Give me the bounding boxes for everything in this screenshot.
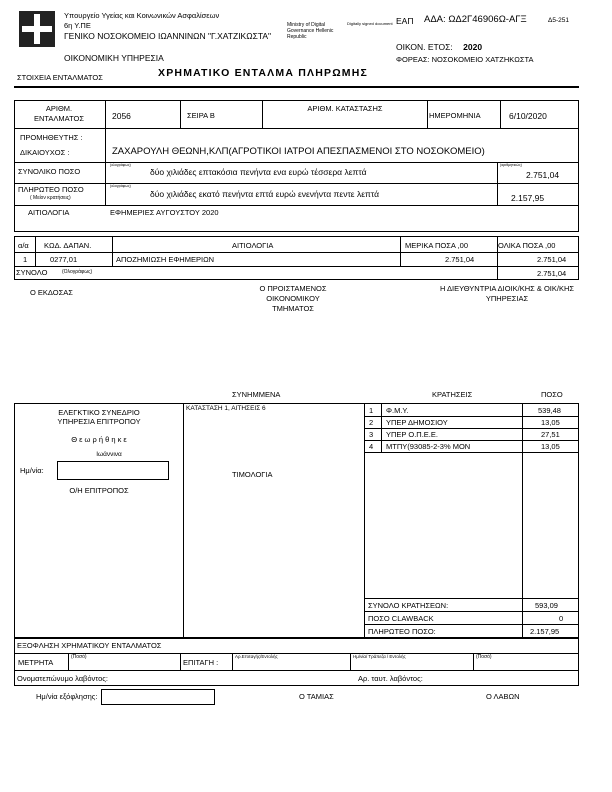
sum-in-words-hint: (Ολογράφως) bbox=[62, 269, 93, 275]
receiver-id-label: Αρ. ταυτ. λαβόντος: bbox=[358, 674, 423, 683]
deduction-name: ΜΤΠΥ(93085-2-3% ΜΟΝ bbox=[386, 442, 471, 451]
service-name: ΟΙΚΟΝΟΜΙΚΗ ΥΠΗΡΕΣΙΑ bbox=[64, 53, 164, 63]
cashier-signature-label: Ο ΤΑΜΙΑΣ bbox=[299, 692, 334, 701]
form-code: Δ5-251 bbox=[548, 17, 569, 24]
invoices-label: ΤΙΜΟΛΟΓΙΑ bbox=[232, 470, 273, 479]
sum-label: ΣΥΝΟΛΟ bbox=[16, 268, 48, 277]
reason-label: ΑΙΤΙΟΛΟΓΙΑ bbox=[28, 208, 70, 217]
deduction-no: 3 bbox=[369, 430, 374, 439]
ada-value: ΩΔ2Γ46906Ω-ΑΓΞ bbox=[448, 14, 527, 25]
deduction-name: ΥΠΕΡ Ο.Π.Ε.Ε. bbox=[386, 430, 438, 439]
commissioner-service-label: ΥΠΗΡΕΣΙΑ ΕΠΙΤΡΟΠΟΥ bbox=[57, 417, 141, 426]
final-payable-label: ΠΛΗΡΩΤΕΟ ΠΟΣΟ: bbox=[368, 627, 436, 636]
document-title: ΧΡΗΜΑΤΙΚΟ ΕΝΤΑΛΜΑ ΠΛΗΡΩΜΗΣ bbox=[158, 67, 369, 79]
attached-label: ΣΥΝΗΜΜΕΝΑ bbox=[232, 390, 281, 399]
reason-value: ΕΦΗΜΕΡΙΕΣ ΑΥΓΟΥΣΤΟΥ 2020 bbox=[110, 208, 219, 217]
cheque-amount-field[interactable]: (Ποσό) bbox=[476, 654, 492, 660]
deduction-amount: 13,05 bbox=[541, 442, 560, 451]
row-code: 0277,01 bbox=[50, 255, 78, 264]
sum-value: 2.751,04 bbox=[537, 269, 567, 278]
total-amount-label: ΣΥΝΟΛΙΚΟ ΠΟΣΟ bbox=[18, 167, 81, 176]
issuer-signature-label: Ο ΕΚΔΟΣΑΣ bbox=[30, 288, 73, 297]
deduction-name: ΥΠΕΡ ΔΗΜΟΣΙΟΥ bbox=[386, 418, 448, 427]
seen-stamp: Θ ε ω ρ ή θ η κ ε bbox=[71, 435, 127, 444]
deduction-amount: 539,48 bbox=[538, 406, 561, 415]
audit-court-label: ΕΛΕΓΚΤΙΚΟ ΣΥΝΕΔΡΙΟ bbox=[58, 408, 140, 417]
in-words-hint: (ολογράφως) bbox=[110, 163, 131, 167]
cheque-label: ΕΠΙΤΑΓΗ : bbox=[183, 658, 219, 667]
date-value: 6/10/2020 bbox=[509, 111, 547, 121]
region-name: 6η Υ.ΠΕ bbox=[64, 21, 91, 30]
total-amount-words: δύο χιλιάδες επτακόσια πενήντα ενα ευρώ τέσσερα λεπτά bbox=[150, 167, 367, 177]
payable-minus-deductions: ( Μείον κρατήσεις) bbox=[30, 195, 71, 201]
faep-label: ΕΑΠ bbox=[396, 16, 414, 26]
col-header-aa: α/α bbox=[18, 241, 29, 250]
audit-date-label: Ημ/νία: bbox=[20, 466, 44, 475]
deduction-amount: 27,51 bbox=[541, 430, 560, 439]
receiver-signature-label: Ο ΛΑΒΩΝ bbox=[486, 692, 520, 701]
payable-amount-label: ΠΛΗΡΩΤΕΟ ΠΟΣΟ bbox=[18, 185, 84, 194]
clawback-label: ΠΟΣΟ CLAWBACK bbox=[368, 614, 434, 623]
fiscal-year-value: 2020 bbox=[463, 42, 483, 52]
col-header-partial: ΜΕΡΙΚΑ ΠΟΣΑ ,00 bbox=[405, 241, 468, 250]
status-number-label: ΑΡΙΘΜ. ΚΑΤΑΣΤΑΣΗΣ bbox=[307, 104, 383, 113]
row-reason: ΑΠΟΖΗΜΙΩΣΗ ΕΦΗΜΕΡΙΩΝ bbox=[116, 255, 215, 264]
deduction-no: 4 bbox=[369, 442, 374, 451]
city-label: Ιωάννινα bbox=[96, 451, 122, 458]
warrant-number-value: 2056 bbox=[112, 111, 131, 121]
deduction-no: 1 bbox=[369, 406, 374, 415]
fiscal-year-label: ΟΙΚΟΝ. ΕΤΟΣ: bbox=[396, 42, 453, 52]
info-block bbox=[14, 100, 579, 232]
date-label: ΗΜΕΡΟΜΗΝΙΑ bbox=[429, 111, 481, 120]
payment-date-field[interactable] bbox=[101, 689, 215, 705]
entity-name: ΦΟΡΕΑΣ: ΝΟΣΟΚΟΜΕΙΟ ΧΑΤΖΗΚΩΣΤΑ bbox=[396, 55, 534, 64]
in-digits-hint: (αριθμητικώς) bbox=[500, 163, 522, 167]
cash-amount-field[interactable]: (Ποσό) bbox=[71, 654, 87, 660]
payment-date-label: Ημ/νία εξόφλησης: bbox=[36, 692, 98, 701]
deduction-amount: 13,05 bbox=[541, 418, 560, 427]
fiscal-year bbox=[396, 42, 482, 52]
commissioner-signature-label: Ο/Η ΕΠΙΤΡΟΠΟΣ bbox=[69, 486, 129, 495]
cheque-number-field[interactable]: Αρ.Επιταγής/Εντολής bbox=[235, 654, 278, 659]
payable-in-words-hint: (ολογράφως) bbox=[110, 184, 131, 188]
dept-head-signature-label: Ο ΠΡΟΙΣΤΑΜΕΝΟΣ ΟΙΚΟΝΟΜΙΚΟΥ ΤΜΗΜΑΤΟΣ bbox=[259, 284, 327, 313]
audit-date-field[interactable] bbox=[57, 461, 169, 480]
hospital-name: ΓΕΝΙΚΟ ΝΟΣΟΚΟΜΕΙΟ ΙΩΑΝΝΙΝΩΝ "Γ.ΧΑΤΖΙΚΩΣΤΑ" bbox=[64, 31, 272, 41]
deduction-name: Φ.Μ.Υ. bbox=[386, 406, 409, 415]
col-header-total: ΟΛΙΚΑ ΠΟΣΑ ,00 bbox=[498, 241, 556, 250]
payable-amount-words: δύο χιλιάδες εκατό πενήντα επτά ευρώ ενενήντα πεντε λεπτά bbox=[150, 189, 380, 199]
final-payable-value: 2.157,95 bbox=[530, 627, 560, 636]
ministry-name: Υπουργείο Υγείας και Κοινωνικών Ασφαλίσεων bbox=[64, 11, 220, 20]
hellenic-emblem-icon bbox=[19, 11, 55, 47]
total-amount-digits: 2.751,04 bbox=[526, 170, 560, 180]
digital-signature-stamp-right: Digitally signed document bbox=[347, 21, 393, 26]
ada-label: ΑΔΑ: bbox=[424, 14, 446, 25]
line-items-table bbox=[14, 236, 579, 280]
beneficiary-value: ΖΑΧΑΡΟΥΛΗ ΘΕΩΝΗ,ΚΛΠ(ΑΓΡΟΤΙΚΟΙ ΙΑΤΡΟΙ ΑΠΕΣΠΑΣΜΕΝΟΙ ΣΤΟ ΝΟΣΟΚΟΜΕΙΟ) bbox=[112, 146, 485, 157]
receiver-name-label: Ονοματεπώνυμο λαβόντος: bbox=[17, 674, 109, 683]
digital-signature-stamp-left: Ministry of Digital Governance Hellenic Republic bbox=[287, 22, 334, 40]
bank-date-field[interactable]: Ημ/νία/ Τράπεζα / Εντολής bbox=[353, 654, 406, 659]
section-label: ΣΤΟΙΧΕΙΑ ΕΝΤΑΛΜΑΤΟΣ bbox=[17, 73, 103, 82]
amount-column-label: ΠΟΣΟ bbox=[541, 390, 563, 399]
warrant-number-label: ΑΡΙΘΜ. ΕΝΤΑΛΜΑΤΟΣ bbox=[33, 104, 85, 123]
deduction-no: 2 bbox=[369, 418, 374, 427]
sum-deductions-value: 593,09 bbox=[535, 601, 558, 610]
col-header-code: ΚΩΔ. ΔΑΠΑΝ. bbox=[44, 241, 92, 250]
row-aa: 1 bbox=[23, 255, 28, 264]
payable-amount-digits: 2.157,95 bbox=[511, 193, 545, 203]
row-partial: 2.751,04 bbox=[445, 255, 475, 264]
row-total: 2.751,04 bbox=[537, 255, 567, 264]
sum-deductions-label: ΣΥΝΟΛΟ ΚΡΑΤΗΣΕΩΝ: bbox=[368, 601, 449, 610]
settlement-title: ΕΞΟΦΛΗΣΗ ΧΡΗΜΑΤΙΚΟΥ ΕΝΤΑΛΜΑΤΟΣ bbox=[17, 641, 162, 650]
ada-block bbox=[424, 14, 527, 25]
cash-label: ΜΕΤΡΗΤΑ bbox=[18, 658, 54, 667]
col-header-reason: ΑΙΤΙΟΛΟΓΙΑ bbox=[232, 241, 274, 250]
clawback-value: 0 bbox=[559, 614, 564, 623]
beneficiary-label-1: ΠΡΟΜΗΘΕΥΤΗΣ : bbox=[20, 133, 83, 142]
deductions-label: ΚΡΑΤΗΣΕΙΣ bbox=[432, 390, 473, 399]
director-signature-label: Η ΔΙΕΥΘΥΝΤΡΙΑ ΔΙΟΙΚ/ΚΗΣ & ΟΙΚ/ΚΗΣ ΥΠΗΡΕΣΙΑΣ bbox=[439, 284, 575, 303]
attached-item: ΚΑΤΑΣΤΑΣΗ 1, ΑΙΤΗΣΕΙΣ 6 bbox=[186, 405, 266, 412]
beneficiary-label-2: ΔΙΚΑΙΟΥΧΟΣ : bbox=[20, 148, 70, 157]
series-label: ΣΕΙΡΑ Β bbox=[187, 111, 215, 120]
